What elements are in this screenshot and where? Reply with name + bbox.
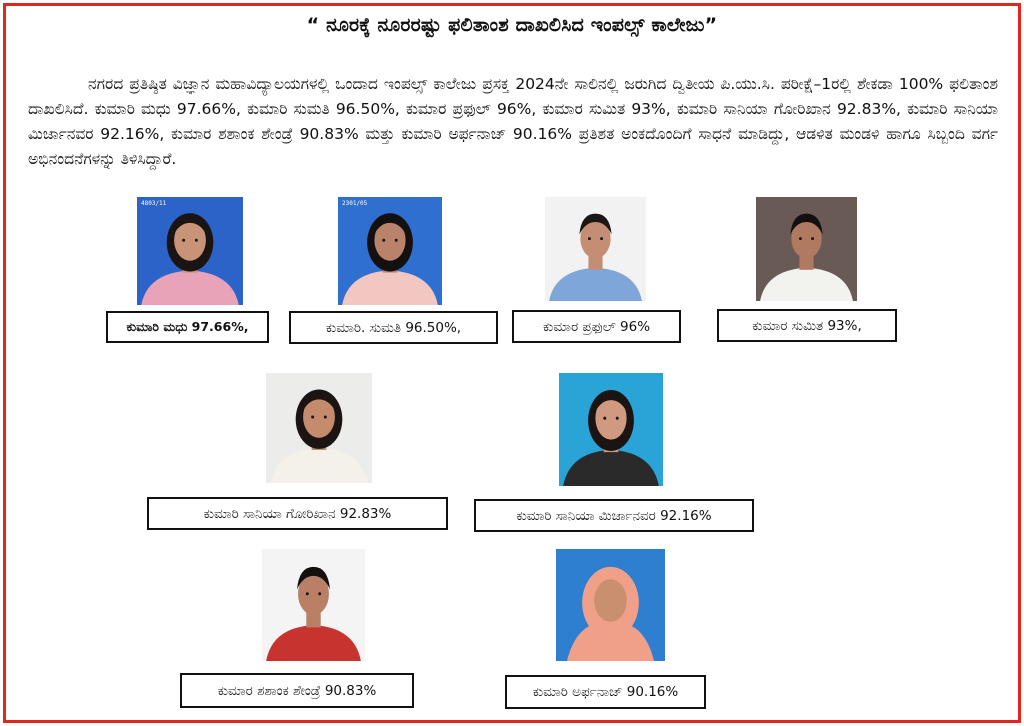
- caption-saniya-mirjanavar: ಕುಮಾರಿ ಸಾನಿಯಾ ಮಿರ್ಜಾನವರ 92.16%: [474, 499, 754, 532]
- student-photo-arfanaj: [556, 549, 665, 661]
- caption-arfanaj: ಕುಮಾರಿ ಅರ್ಫನಾಜ್ 90.16%: [505, 675, 706, 709]
- caption-sumathi: ಕುಮಾರಿ. ಸುಮತಿ 96.50%,: [289, 311, 498, 344]
- student-photo-madhu: [137, 197, 243, 305]
- caption-saniya-gorikhana: ಕುಮಾರಿ ಸಾನಿಯಾ ಗೋರಿಖಾನ 92.83%: [147, 497, 448, 530]
- student-photo-praful: [545, 197, 646, 301]
- student-photo-sumathi: [338, 197, 442, 305]
- caption-shashank: ಕುಮಾರ ಶಶಾಂಕ ಶೇಂಡ್ರೆ 90.83%: [180, 673, 414, 708]
- portrait-graphic: [559, 373, 663, 486]
- portrait-graphic: [756, 197, 857, 301]
- caption-praful: ಕುಮಾರ ಪ್ರಫುಲ್ 96%: [512, 310, 681, 343]
- portrait-graphic: [137, 197, 243, 305]
- student-photo-saniya-gorikhana: [266, 373, 372, 483]
- portrait-graphic: [556, 549, 665, 661]
- headline: “ ನೂರಕ್ಕೆ ನೂರರಷ್ಟು ಫಲಿತಾಂಶ ದಾಖಲಿಸಿದ ಇಂಪಲ್ಸ್ ಕಾಲೇಜು”: [306, 14, 718, 36]
- caption-sumith: ಕುಮಾರ ಸುಮಿತ 93%,: [717, 309, 897, 342]
- portrait-graphic: [545, 197, 646, 301]
- caption-madhu: ಕುಮಾರಿ ಮಧು 97.66%,: [106, 311, 269, 343]
- portrait-graphic: [338, 197, 442, 305]
- student-photo-sumith: [756, 197, 857, 301]
- student-photo-shashank: [262, 549, 365, 661]
- portrait-graphic: [262, 549, 365, 661]
- news-paragraph: ನಗರದ ಪ್ರತಿಷ್ಠಿತ ವಿಜ್ಞಾನ ಮಹಾವಿದ್ಯಾಲಯಗಳಲ್ಲಿ ಒಂದಾದ ಇಂಪಲ್ಸ್ ಕಾಲೇಜು ಪ್ರಸಕ್ತ 2024ನೇ ಸಾಲಿನಲ್ಲಿ ಜರುಗಿದ ದ್ವಿತೀಯ ಪಿ.ಯು.ಸಿ. ಪರೀಕ್ಷೆ–1ರಲ್ಲಿ ಶೇಕಡಾ 100% ಫಲಿತಾಂಶ ದಾಖಲಿಸಿದೆ. ಕುಮಾರಿ ಮಧು 97.66%, ಕುಮಾರಿ ಸುಮತಿ 96.50%, ಕುಮಾರ ಪ್ರಫುಲ್ 96%, ಕುಮಾರ ಸುಮಿತ 93%, ಕುಮಾರಿ ಸಾನಿಯಾ ಗೋರಿಖಾನ 92.83%, ಕುಮಾರಿ ಸಾನಿಯಾ ಮಿರ್ಜಾನವರ 92.16%, ಕುಮಾರ ಶಶಾಂಕ ಶೇಂಡ್ರೆ 90.83% ಮತ್ತು ಕುಮಾರಿ ಅರ್ಫನಾಜ್ 90.16% ಪ್ರತಿಶತ ಅಂಕದೊಂದಿಗೆ ಸಾಧನೆ ಮಾಡಿದ್ದು, ಆಡಳಿತ ಮಂಡಳಿ ಹಾಗೂ ಸಿಬ್ಬಂದಿ ವರ್ಗ ಅಭಿನಂದನೆಗಳನ್ನು ತಿಳಿಸಿದ್ದಾರೆ.: [28, 75, 998, 168]
- student-photo-saniya-mirjanavar: [559, 373, 663, 486]
- portrait-graphic: [266, 373, 372, 483]
- photo-stamp: 2301/05: [342, 200, 368, 207]
- photo-stamp: 4803/11: [141, 200, 167, 207]
